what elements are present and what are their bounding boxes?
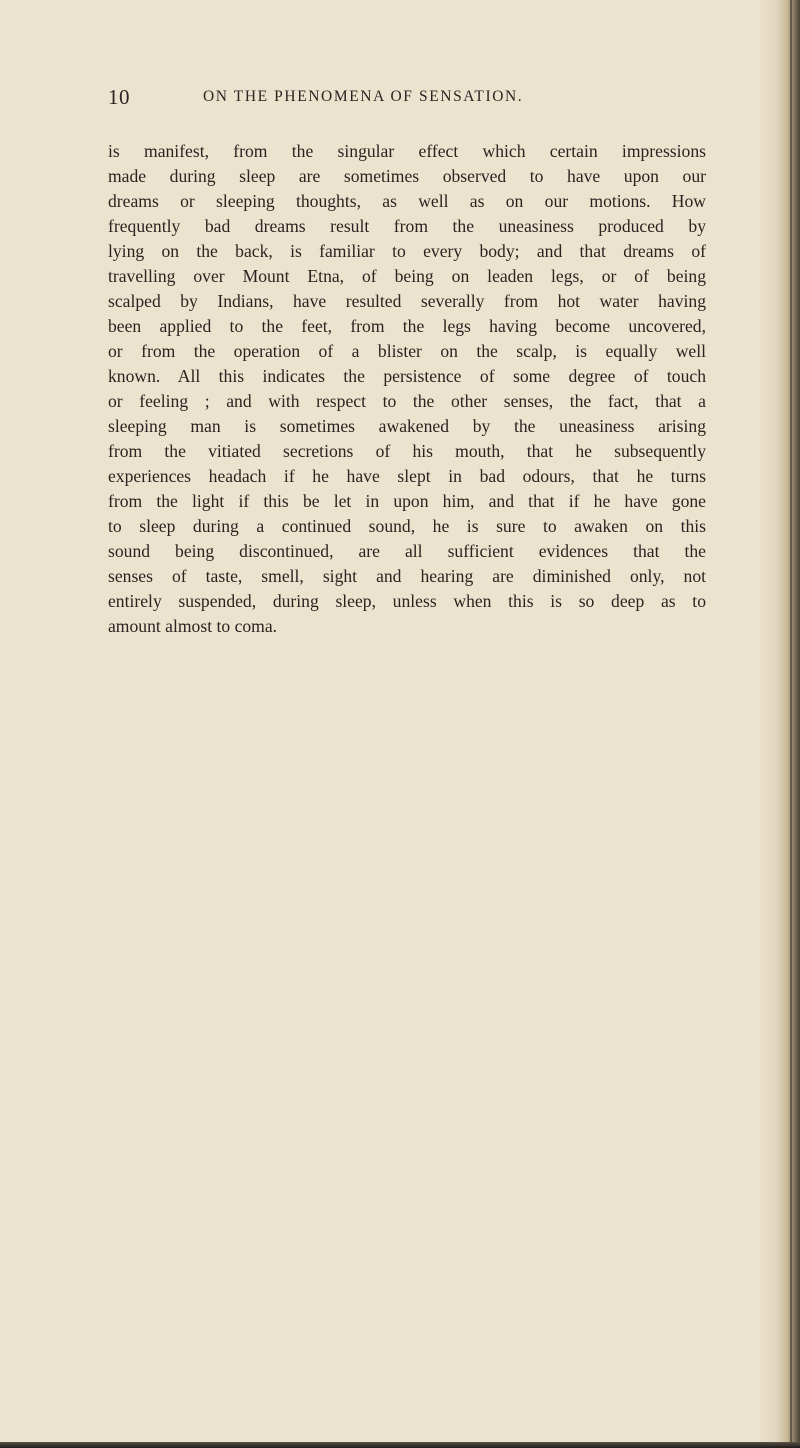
text-line: senses of taste, smell, sight and hearing are diminished only, not [108,566,706,586]
text-line: experiences headach if he have slept in bad odours, that he turns [108,466,706,486]
text-line: is manifest, from the singular effect which certain impressions [108,141,706,161]
text-line: to sleep during a continued sound, he is sure to awaken on this [108,516,706,536]
running-title: ON THE PHENOMENA OF SENSATION. [203,88,524,105]
text-line: from the light if this be let in upon him, and that if he have gone [108,491,706,511]
page-bottom-edge [0,1442,800,1448]
page-edge-shadow [758,0,800,1448]
text-line: scalped by Indians, have resulted severally from hot water having [108,291,706,311]
text-line: made during sleep are sometimes observed to have upon our [108,166,706,186]
text-line: dreams or sleeping thoughts, as well as on our motions. How [108,191,706,211]
body-paragraph [108,139,706,639]
text-line: known. All this indicates the persistence of some degree of touch [108,366,706,386]
text-line: lying on the back, is familiar to every body; and that dreams of [108,241,706,261]
text-line: amount almost to coma. [108,616,278,636]
text-line: travelling over Mount Etna, of being on leaden legs, or of being [108,266,706,286]
page-number: 10 [108,85,130,109]
text-line: entirely suspended, during sleep, unless when this is so deep as to [108,591,706,611]
text-line: sleeping man is sometimes awakened by the uneasiness arising [108,416,706,436]
text-line: from the vitiated secretions of his mouth, that he subsequently [108,441,706,461]
text-line: sound being discontinued, are all sufficient evidences that the [108,541,706,561]
text-line: or from the operation of a blister on the scalp, is equally well [108,341,706,361]
text-line: frequently bad dreams result from the uneasiness produced by [108,216,706,236]
text-line: or feeling ; and with respect to the other senses, the fact, that a [108,391,706,411]
text-line: been applied to the feet, from the legs having become uncovered, [108,316,706,336]
page-edge-line [790,0,792,1448]
page-header [108,85,708,115]
